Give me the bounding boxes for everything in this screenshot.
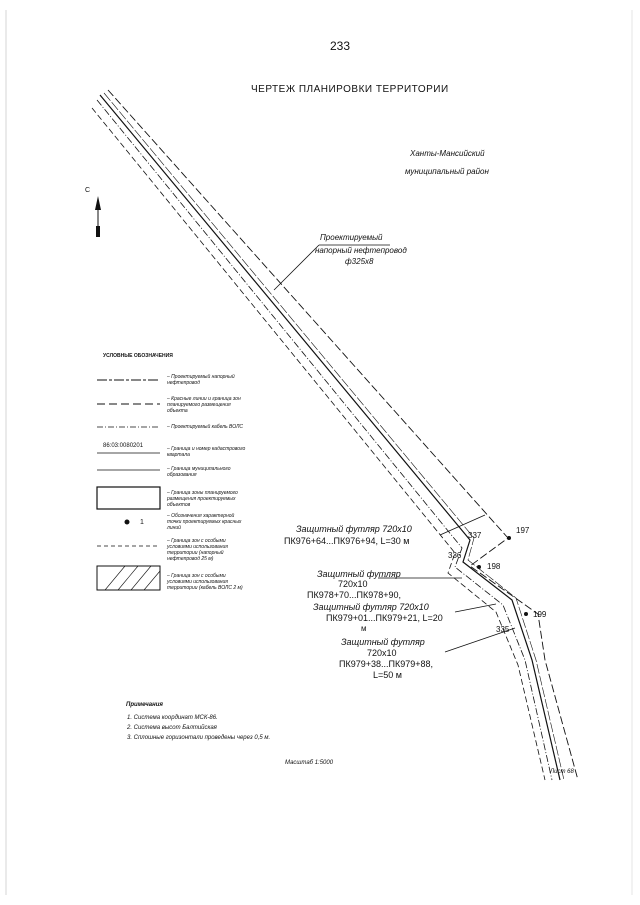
legend-item-7: – Обозначения характерной точки проектируемых красных линий (167, 513, 242, 531)
casing-4-line-1: Защитный футляр (341, 637, 425, 647)
point-337-label: 337 (468, 531, 482, 540)
casing-1-line-2: ПК976+64...ПК976+94, L=30 м (284, 536, 410, 546)
drawing-title: ЧЕРТЕЖ ПЛАНИРОВКИ ТЕРРИТОРИИ (251, 84, 449, 95)
legend-item-5: – Граница муниципального образования (167, 466, 231, 478)
legend-cadastral-sample: 86:03:0080201 (103, 443, 144, 449)
point-335-label: 335 (496, 625, 510, 634)
casing-3-line-2: ПК979+01...ПК979+21, L=20 (326, 613, 443, 623)
pipeline-line (100, 95, 560, 780)
point-197-label: 197 (516, 526, 530, 535)
note-3: 3. Сплошные горизонтали проведены через 0,5 м. (127, 735, 271, 741)
legend-samples (97, 380, 160, 590)
legend-item-2: – Красные линии и граница зон планируемого размещения объекта (167, 396, 241, 414)
casing-2-line-1: Защитный футляр (317, 569, 401, 579)
point-199-marker (524, 612, 528, 616)
legend-item-9: – Граница зон с особыми условиями использования территории (кабель ВОЛС 2 м) (167, 573, 243, 591)
casing-2-line-2: 720х10 (338, 579, 368, 589)
scale-label: Масштаб 1:5000 (285, 760, 334, 766)
legend-item-1: – Проектируемый напорный нефтепровод (167, 374, 235, 386)
note-1: 1. Система координат МСК-86. (127, 715, 218, 721)
north-label: С (85, 187, 91, 194)
legend-item-3: – Проектируемый кабель ВОЛС (167, 424, 244, 430)
pipeline-line-2 (104, 93, 564, 780)
page-number: 233 (330, 39, 351, 53)
casing-4-line-3: ПК979+38...ПК979+88, (339, 659, 433, 669)
point-198-marker (477, 565, 481, 569)
pipeline-label-2: напорный нефтепровод (315, 246, 407, 255)
region-line-1: Ханты-Мансийский (410, 149, 485, 158)
point-336-label: 336 (448, 551, 462, 560)
legend-title: УСЛОВНЫЕ ОБОЗНАЧЕНИЯ (103, 353, 173, 359)
legend-item-6: – Граница зоны планируемого размещения проектируемых объектов (167, 490, 238, 508)
casing-2-line-3: ПК978+70...ПК978+90, (307, 590, 401, 600)
north-arrow-icon (95, 196, 101, 237)
casing-4-line-2: 720х10 (367, 648, 397, 658)
point-199-label: 199 (533, 610, 547, 619)
notes-title: Примечания (126, 702, 163, 708)
zone-boundary-left (92, 108, 545, 780)
sheet-label: Лист 68 (550, 769, 574, 775)
casing-3-line-1: Защитный футляр 720х10 (313, 602, 429, 612)
pipeline-label-1: Проектируемый (320, 233, 383, 242)
pipeline-label-3: ф325х8 (345, 257, 374, 266)
red-line-boundary (108, 90, 578, 780)
casing-1-line-1: Защитный футляр 720х10 (296, 524, 412, 534)
point-197-marker (507, 536, 511, 540)
point-198-label: 198 (487, 562, 501, 571)
vols-cable-line (97, 100, 552, 780)
casing-3-line-3: м (361, 624, 367, 633)
note-2: 2. Система высот Балтийская (127, 725, 217, 731)
casing-4-line-4: L=50 м (373, 670, 402, 680)
legend-point-sample: 1 (140, 519, 144, 526)
legend-item-8: – Граница зон с особыми условиями использования территории (напорный нефтепровод 25 м) (167, 538, 228, 562)
region-line-2: муниципальный район (405, 167, 489, 176)
legend-item-4: – Граница и номер кадастрового квартала (167, 446, 246, 458)
